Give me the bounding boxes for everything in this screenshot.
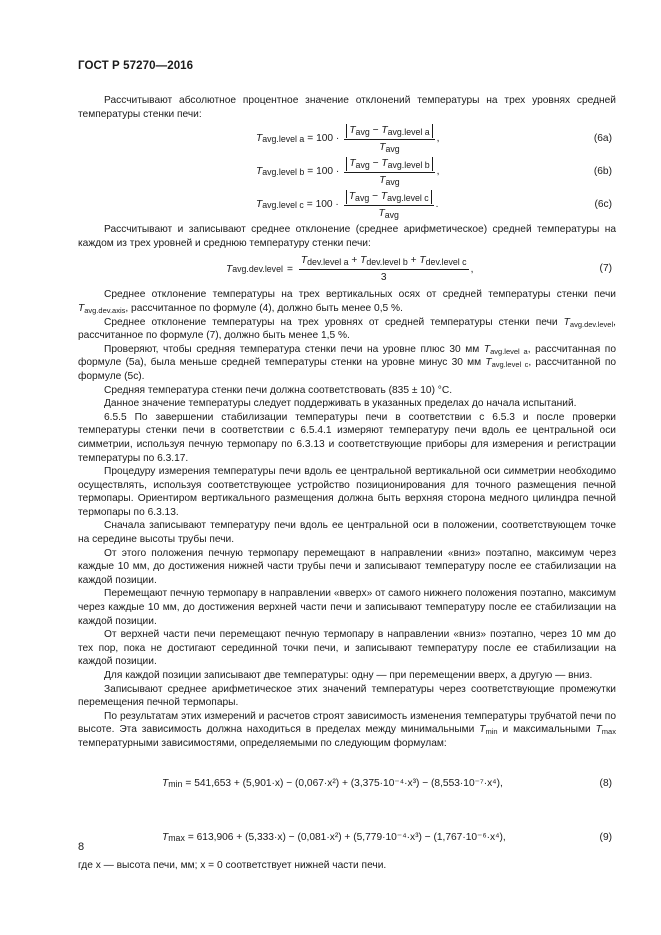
- paragraph-dependency: По результатам этих измерений и расчетов строят зависимость изменения температуры трубчатой печи по высоте. Эта зависимость должна находиться в пределах между минимальными $T_{min}$ и максимальными $T_{max}$ температурными зависимостями, определяемыми по следующим формулам:: [78, 710, 616, 749]
- equation-number: (6b): [593, 166, 612, 178]
- paragraph-mean-temp: Средняя температура стенки печи должна соответствовать (835 ± 10) °С.: [104, 384, 453, 396]
- paragraph-procedure: Процедуру измерения температуры печи вдоль ее центральной вертикальной оси симметрии необходимо осуществлять, используя соответствующее устройство позиционирования для точного размещения печной термопары. Ориентиром вертикального размещения должна быть верхняя сторона медного цилиндра печной термопары по 6.3.13.: [78, 466, 616, 518]
- fraction: $\frac{T_{dev.level a} + T_{dev.level b} + T_{dev.level c}}{3}$: [300, 255, 467, 283]
- paragraph-move-down-mid: От верхней части печи перемещают печную термопару в направлении «вниз» поэтапно, через 10 мм до тех пор, пока не достигают серединной точки печи, и записывают температуру после ее стабилизации на каждой позиции.: [78, 629, 616, 668]
- paragraph-move-up: Перемещают печную термопару в направлении «вверх» от самого нижнего положения поэтапно, максимум через каждые 10 мм, до достижения верхней части печи и записывают температуру после ее стабилизации на каждой позиции.: [78, 588, 616, 627]
- fraction: $\frac{T_{avg} - T_{avg.level a}}{T_{avg}}$: [344, 124, 434, 154]
- paragraph-axis-dev: Среднее отклонение температуры на трех вертикальных осях от средней температуры стенки печи $T_{avg.dev.axis}$, рассчитанное по формуле (4), должно быть менее 0,5 %.: [78, 289, 616, 315]
- paragraph-6-5-5: 6.5.5 По завершении стабилизации температуры печи в соответствии с 6.5.3 и после проверки температуры стенки печи в соответствии с 6.5.4.1 измеряют температуру печи вдоль ее центральной оси симметрии, используя печную термопару по 6.3.13 и соответствующие приборы для измерения и регистрации температуры по 6.3.17.: [78, 411, 616, 464]
- page-content: [78, 94, 616, 872]
- equation-number: (9): [599, 831, 612, 843]
- paragraph-average: Записывают среднее арифметическое этих значений температуры через соответствующие промежутки перемещения печной термопары.: [78, 683, 616, 709]
- paragraph-two-temps: Для каждой позиции записывают две температуры: одну — при перемещении вверх, а другую — вниз.: [104, 670, 593, 681]
- fraction: $\frac{T_{avg} - T_{avg.level b}}{T_{avg}}$: [344, 157, 434, 187]
- equation-number: (6a): [593, 133, 612, 145]
- equation-8: T min = 541,653 + (5,901·x) − (0,067·x²) + (3,375·10⁻⁴·x³) − (8,553·10⁻⁷·x⁴), (8): [162, 777, 612, 789]
- equation-6a: T avg.level a = 100 · $\frac{T_{avg} - T_{avg.level a}}{T_{avg}}$ , (6a): [256, 125, 612, 154]
- paragraph-abs-intro: Рассчитывают абсолютное процентное значение отклонений температуры на трех уровнях средней температуры стенки печи:: [78, 95, 616, 120]
- paragraph-first-record: Сначала записывают температуру печи вдоль ее центральной оси в положении, соответствующем точке на середине высоты трубы печи.: [78, 520, 616, 546]
- page-number: 8: [78, 841, 85, 853]
- equation-number: (7): [599, 263, 612, 275]
- fraction: $\frac{T_{avg} - T_{avg.level c}}{T_{avg}}$: [344, 190, 434, 220]
- equation-7: T avg.dev.level = $\frac{T_{dev.level a} + T_{dev.level b} + T_{dev.level c}}{3}$ , (7): [226, 255, 612, 283]
- page-header-standard: ГОСТ Р 57270—2016: [78, 60, 194, 72]
- paragraph-level-dev: Среднее отклонение температуры на трех уровнях от средней температуры стенки печи $T_{avg.dev.level}$, рассчитанное по формуле (7), должно быть менее 1,5 %.: [78, 316, 616, 342]
- paragraph-check-level: Проверяют, чтобы средняя температура стенки печи на уровне плюс 30 мм $T_{avg.level a}$, рассчитанная по формуле (5a), была меньше средней температуры стенки на уровне минус 30 мм $T_{avg.level c}$, рассчитанной по формуле (5c).: [78, 343, 617, 382]
- equation-6b: T avg.level b = 100 · $\frac{T_{avg} - T_{avg.level b}}{T_{avg}}$ , (6b): [256, 158, 612, 187]
- paragraph-keep-temp: Данное значение температуры следует поддерживать в указанных пределах до начала испытаний.: [104, 398, 577, 410]
- paragraph-mean-dev: Рассчитывают и записывают среднее отклонение (среднее арифметическое) средней температуры на каждом из трех уровней и среднюю температуру стенки печи:: [78, 224, 616, 249]
- equation-number: (6c): [594, 199, 612, 211]
- paragraph-move-down: От этого положения печную термопару перемещают в направлении «вниз» поэтапно, максимум через каждые 10 мм, до достижения нижней части трубы печи и записывают температуру после ее стабилизации на каждой позиции.: [78, 547, 616, 586]
- paragraph-where: где x — высота печи, мм; x = 0 соответствует нижней части печи.: [78, 859, 387, 871]
- equation-6c: T avg.level c = 100 · $\frac{T_{avg} - T_{avg.level c}}{T_{avg}}$ . (6c): [256, 191, 612, 220]
- equation-9: T max = 613,906 + (5,333·x) − (0,081·x²) + (5,779·10⁻⁴·x³) − (1,767·10⁻⁶·x⁴), (9): [162, 831, 612, 843]
- equation-number: (8): [599, 777, 612, 789]
